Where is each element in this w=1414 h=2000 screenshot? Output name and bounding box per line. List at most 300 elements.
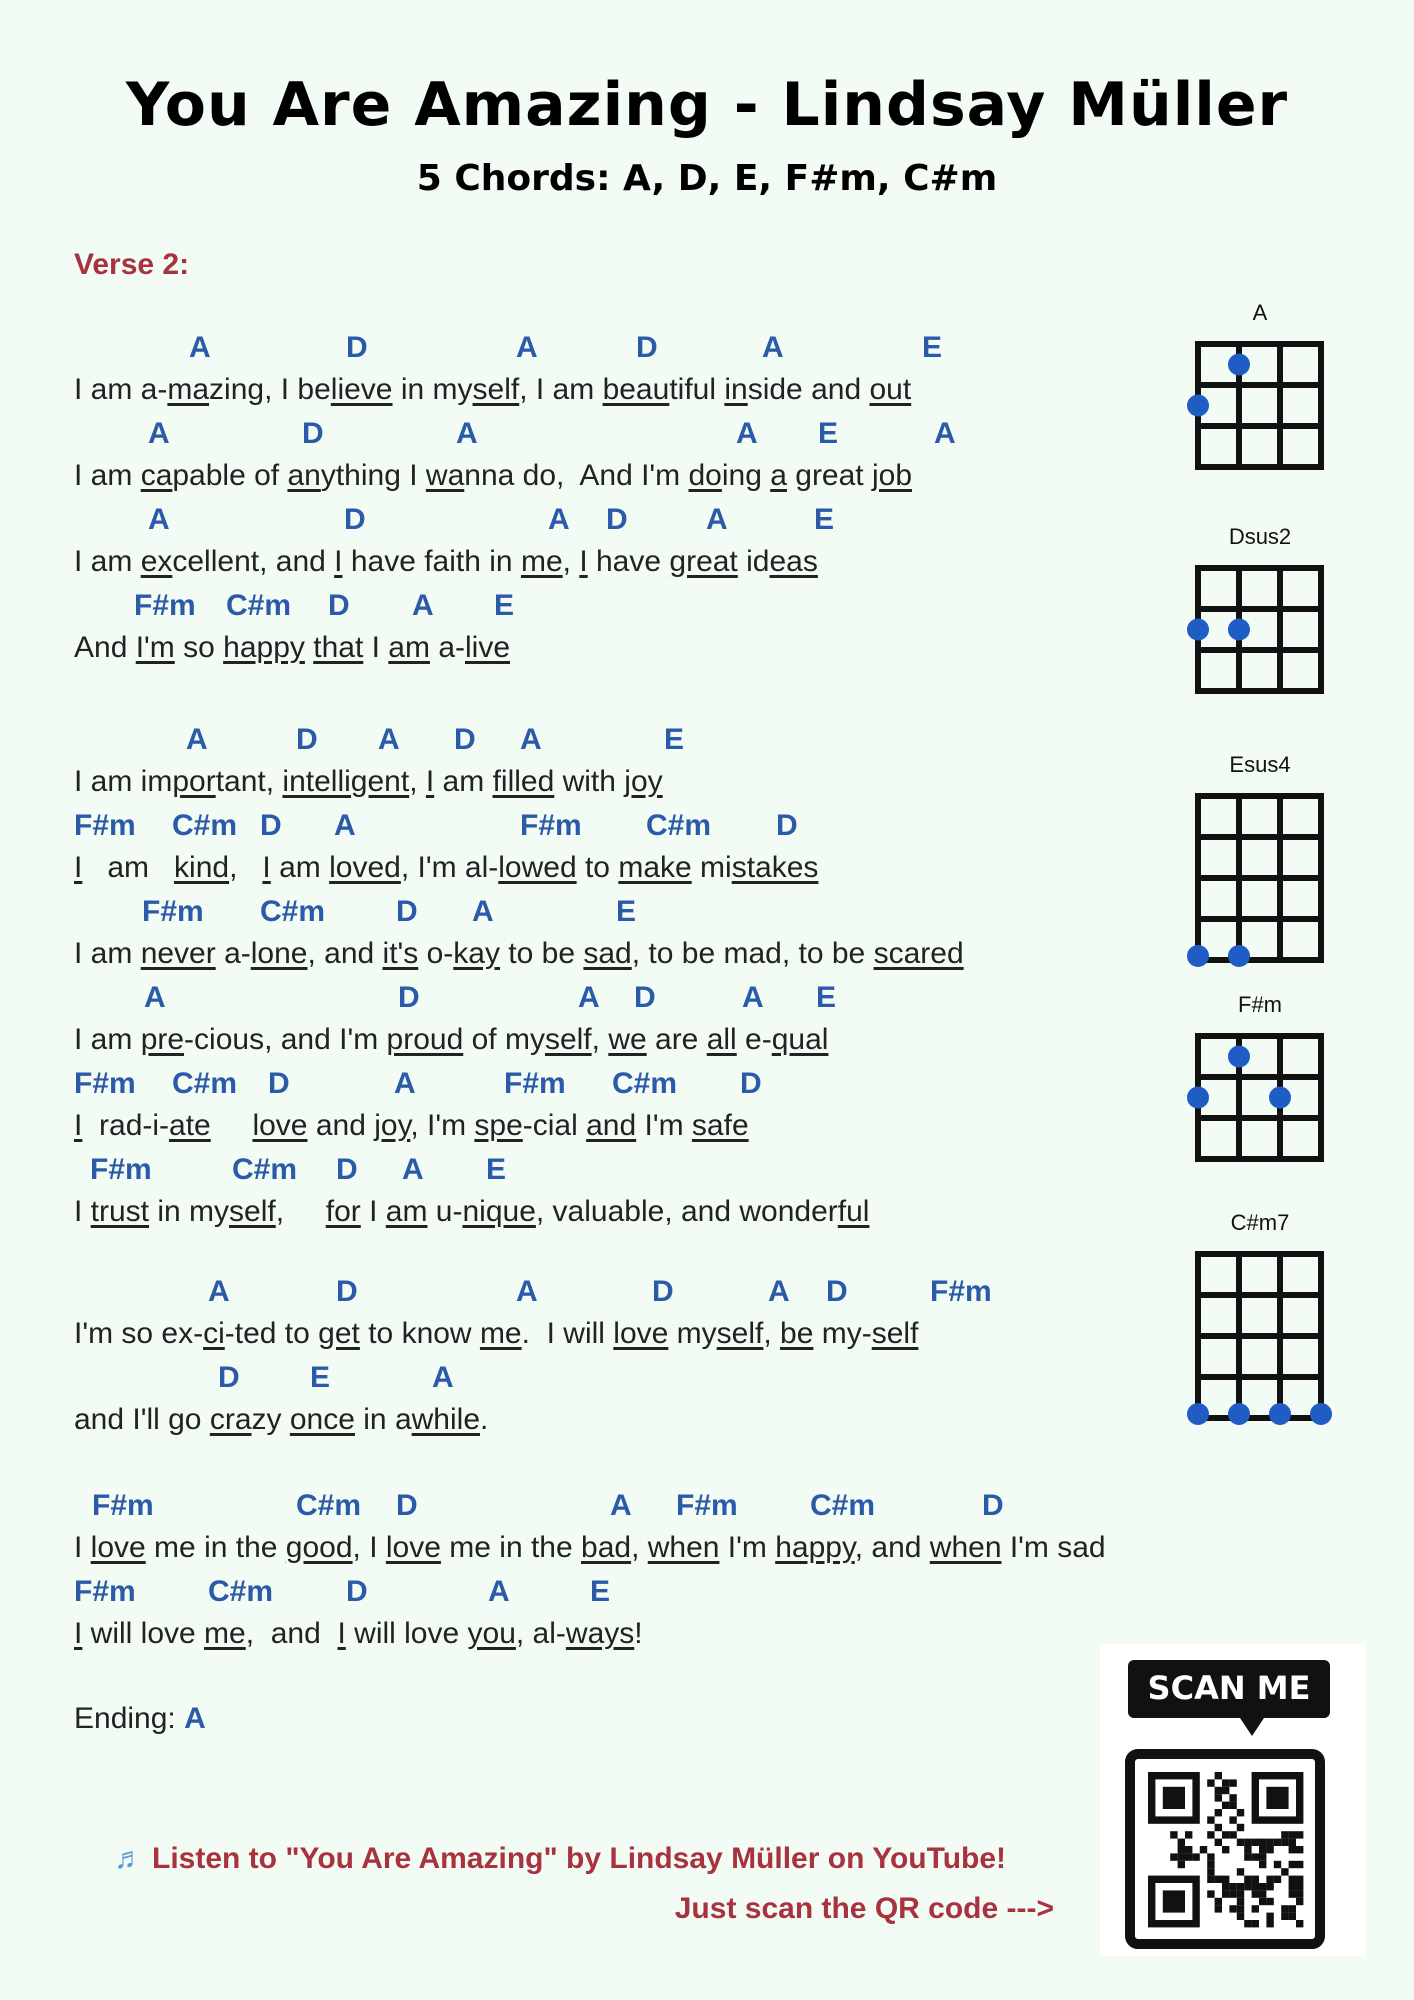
ending-line: [74, 1702, 206, 1736]
lyric-line: [74, 764, 663, 800]
scan-hint: Just scan the QR code --->: [674, 1892, 1054, 1925]
chord-symbol: F#m: [74, 1067, 136, 1100]
stressed-syllable: intelligent: [282, 765, 410, 798]
stressed-syllable: ful: [837, 1195, 870, 1228]
stressed-syllable: me: [520, 545, 563, 578]
chord-symbol: D: [344, 503, 366, 536]
lyric-segment: , I'm: [410, 1109, 475, 1142]
chord-symbol: A: [520, 723, 542, 756]
lyric-segment: mi: [691, 851, 732, 884]
chord-symbol: C#m: [260, 895, 326, 928]
lyric-segment: , valuable, and wonder: [535, 1195, 838, 1228]
chord-symbol: F#m: [504, 1067, 566, 1100]
stressed-syllable: cra: [209, 1403, 252, 1436]
lyric-segment: ,: [229, 851, 263, 884]
lyric-segment: , and: [854, 1531, 930, 1564]
stressed-syllable: lowed: [498, 851, 577, 884]
chord-symbol: A: [432, 1361, 454, 1394]
finger-dot: [1310, 1403, 1332, 1425]
stressed-syllable: joy: [624, 765, 663, 798]
lyric-segment: , I: [352, 1531, 386, 1564]
lyric-segment: zy: [251, 1403, 290, 1436]
lyric-segment: and: [307, 1109, 375, 1142]
finger-dot: [1187, 395, 1209, 417]
lyric-segment: , al-: [515, 1617, 566, 1650]
ending-label: Ending:: [74, 1702, 185, 1735]
stressed-syllable: proud: [386, 1023, 464, 1056]
chord-symbol: A: [148, 417, 170, 450]
chord-symbol: D: [982, 1489, 1004, 1522]
lyric-segment: I: [363, 631, 389, 664]
chord-symbol: A: [516, 1275, 538, 1308]
chord-symbol: F#m: [90, 1153, 152, 1186]
stressed-syllable: all: [706, 1023, 737, 1056]
stressed-syllable: love: [90, 1531, 146, 1564]
stressed-syllable: pre: [140, 1023, 185, 1056]
section-label: Verse 2:: [74, 248, 190, 281]
chord-symbol: A: [334, 809, 356, 842]
chord-symbol: A: [706, 503, 728, 536]
lyric-segment: and I'll go: [74, 1403, 210, 1436]
chord-symbol: A: [742, 981, 764, 1014]
lyric-line: [74, 850, 818, 886]
lyric-segment: I am: [74, 459, 141, 492]
finger-dot: [1228, 945, 1250, 967]
finger-dot: [1187, 1403, 1209, 1425]
lyric-line: [74, 1108, 749, 1144]
chord-row: [74, 1574, 1074, 1610]
chord-row: [74, 1360, 1074, 1396]
chord-symbol: E: [486, 1153, 507, 1186]
scan-me-label: SCAN ME: [1147, 1669, 1311, 1707]
stressed-syllable: me: [204, 1617, 246, 1650]
chord-symbol: D: [652, 1275, 674, 1308]
lyric-segment: ,: [409, 765, 426, 798]
chord-diagram-dsus2: [1180, 560, 1340, 713]
lyric-segment: tant,: [215, 765, 283, 798]
lyric-line: [74, 630, 510, 666]
stressed-syllable: you: [467, 1617, 516, 1650]
stressed-syllable: and: [586, 1109, 637, 1142]
lyric-segment: I'm: [636, 1109, 692, 1142]
chord-symbol: D: [296, 723, 318, 756]
stressed-syllable: ma: [167, 373, 210, 406]
chord-row: [74, 588, 1074, 624]
stressed-syllable: wa: [425, 459, 465, 492]
chord-symbol: C#m: [172, 1067, 238, 1100]
stressed-syllable: self: [871, 1317, 919, 1350]
chord-symbol: D: [218, 1361, 240, 1394]
finger-dot: [1187, 1087, 1209, 1109]
stressed-syllable: I: [337, 1617, 346, 1650]
chord-symbol: A: [412, 589, 434, 622]
stressed-syllable: ca: [140, 459, 173, 492]
chord-symbol: D: [396, 895, 418, 928]
chord-symbol: D: [346, 331, 368, 364]
chord-symbol: A: [736, 417, 758, 450]
lyric-segment: , I'm al-: [400, 851, 499, 884]
chord-symbol: F#m: [74, 809, 136, 842]
chord-symbol: A: [578, 981, 600, 1014]
lyric-segment: great: [786, 459, 872, 492]
stressed-syllable: live: [465, 631, 511, 664]
lyric-segment: I am: [74, 545, 141, 578]
lyric-segment: side and: [747, 373, 870, 406]
lyric-line: [74, 544, 818, 580]
lyric-segment: I'm: [719, 1531, 776, 1564]
chord-symbol: A: [402, 1153, 424, 1186]
stressed-syllable: safe: [691, 1109, 749, 1142]
lyric-segment: I am: [74, 1023, 141, 1056]
chord-symbol: D: [336, 1153, 358, 1186]
lyric-line: [74, 1022, 828, 1058]
chord-symbol: A: [934, 417, 956, 450]
lyric-segment: am: [434, 765, 493, 798]
stressed-syllable: happy: [775, 1531, 855, 1564]
lyric-segment: -cious, and I'm: [184, 1023, 387, 1056]
stressed-syllable: make: [618, 851, 692, 884]
chord-symbol: C#m: [296, 1489, 362, 1522]
stressed-syllable: loved: [329, 851, 401, 884]
stressed-syllable: when: [647, 1531, 720, 1564]
chord-row: [74, 1152, 1074, 1188]
qr-code-icon[interactable]: [1100, 1644, 1366, 1956]
lyric-segment: , I am: [519, 373, 603, 406]
stressed-syllable: ways: [565, 1617, 635, 1650]
stressed-syllable: filled: [492, 765, 555, 798]
stressed-syllable: me: [479, 1317, 522, 1350]
stressed-syllable: scared: [873, 937, 964, 970]
chord-symbol: D: [302, 417, 324, 450]
chord-symbol: D: [606, 503, 628, 536]
stressed-syllable: am: [388, 631, 430, 664]
stressed-syllable: lieve: [330, 373, 393, 406]
stressed-syllable: sad: [583, 937, 632, 970]
stressed-syllable: I: [74, 1109, 83, 1142]
stressed-syllable: beau: [602, 373, 670, 406]
chord-symbol: E: [814, 503, 835, 536]
stressed-syllable: lone: [250, 937, 308, 970]
lyric-line: [74, 458, 912, 494]
stressed-syllable: nique: [462, 1195, 536, 1228]
stressed-syllable: trust: [90, 1195, 150, 1228]
lyric-segment: ,: [763, 1317, 781, 1350]
stressed-syllable: eas: [769, 545, 818, 578]
chord-symbol: D: [776, 809, 798, 842]
lyric-segment: me in the: [440, 1531, 582, 1564]
lyric-segment: I am: [74, 937, 141, 970]
chord-symbol: A: [768, 1275, 790, 1308]
lyric-segment: And: [74, 631, 136, 664]
stressed-syllable: joy: [374, 1109, 411, 1142]
lyric-segment: am: [82, 851, 175, 884]
chord-symbol: D: [636, 331, 658, 364]
lyric-segment: I: [74, 1195, 91, 1228]
chord-diagram-fsharpm: [1180, 1028, 1340, 1181]
finger-dot: [1187, 619, 1209, 641]
chord-diagram-name: F#m: [1238, 992, 1282, 1017]
stressed-syllable: I: [74, 1617, 83, 1650]
stressed-syllable: kind: [174, 851, 230, 884]
chord-symbol: A: [148, 503, 170, 536]
lyric-segment: -cial: [522, 1109, 587, 1142]
stressed-syllable: ate: [169, 1109, 211, 1142]
chord-symbol: D: [268, 1067, 290, 1100]
stressed-syllable: bad: [581, 1531, 632, 1564]
stressed-syllable: self: [544, 1023, 592, 1056]
lyric-segment: I'm sad: [1001, 1531, 1106, 1564]
stressed-syllable: job: [871, 459, 913, 492]
lyric-segment: I am a-: [74, 373, 168, 406]
stressed-syllable: in: [724, 373, 748, 406]
qr-card[interactable]: [1100, 1644, 1366, 1956]
lyric-segment: ,: [631, 1531, 648, 1564]
finger-dot: [1228, 354, 1250, 376]
chord-symbol: F#m: [74, 1575, 136, 1608]
stressed-syllable: for: [325, 1195, 361, 1228]
chord-symbol: D: [328, 589, 350, 622]
stressed-syllable: be: [780, 1317, 814, 1350]
chord-symbol: D: [346, 1575, 368, 1608]
finger-dot: [1187, 945, 1209, 967]
chord-symbol: A: [189, 331, 211, 364]
lyric-segment: will love: [82, 1617, 205, 1650]
chord-symbol: A: [394, 1067, 416, 1100]
chord-symbol: F#m: [134, 589, 196, 622]
chord-symbol: E: [310, 1361, 331, 1394]
finger-dot: [1228, 1403, 1250, 1425]
stressed-syllable: we: [608, 1023, 647, 1056]
chord-symbol: F#m: [930, 1275, 992, 1308]
chord-row: [74, 1488, 1074, 1524]
lyric-segment: me in the: [145, 1531, 286, 1564]
music-notes-icon: ♬: [114, 1842, 144, 1875]
chord-symbol: F#m: [520, 809, 582, 842]
stressed-syllable: get: [318, 1317, 360, 1350]
lyric-segment: I am im: [74, 765, 173, 798]
chord-symbol: A: [610, 1489, 632, 1522]
listen-callout: [114, 1842, 1006, 1876]
chord-symbol: D: [454, 723, 476, 756]
chord-row: [74, 1066, 1074, 1102]
chord-row: [74, 722, 1074, 758]
chord-symbol: E: [922, 331, 943, 364]
stressed-syllable: self: [472, 373, 520, 406]
chord-symbol: E: [818, 417, 839, 450]
lyric-segment: , and: [307, 937, 383, 970]
stressed-syllable: happy: [223, 631, 305, 664]
lyric-segment: with: [554, 765, 625, 798]
chord-symbol: D: [740, 1067, 762, 1100]
lyric-segment: are: [646, 1023, 707, 1056]
stressed-syllable: stakes: [731, 851, 819, 884]
chord-symbol: A: [378, 723, 400, 756]
chord-symbol: F#m: [92, 1489, 154, 1522]
stressed-syllable: spe: [474, 1109, 523, 1142]
listen-text: Listen to "You Are Amazing" by Lindsay Müller on YouTube!: [152, 1842, 1007, 1875]
lyric-segment: ,: [591, 1023, 609, 1056]
chord-symbol: C#m: [646, 809, 712, 842]
chord-diagram-esus4: [1180, 788, 1340, 982]
chord-diagram-name: C#m7: [1230, 1210, 1290, 1235]
chord-symbol: A: [144, 981, 166, 1014]
lyric-segment: u-: [427, 1195, 463, 1228]
chord-symbol: A: [456, 417, 478, 450]
lyric-segment: zing, I be: [209, 373, 331, 406]
lyric-segment: !: [634, 1617, 643, 1650]
chord-symbol: D: [396, 1489, 418, 1522]
finger-dot: [1228, 619, 1250, 641]
lyric-segment: have faith in: [342, 545, 521, 578]
song-title: You Are Amazing - Lindsay Müller: [125, 70, 1289, 140]
stressed-syllable: I: [579, 545, 588, 578]
stressed-syllable: self: [716, 1317, 764, 1350]
chord-symbol: C#m: [208, 1575, 274, 1608]
lyric-segment: o-: [418, 937, 454, 970]
lyric-segment: [305, 631, 313, 664]
lyric-segment: will love: [345, 1617, 468, 1650]
lyric-segment: in my: [149, 1195, 230, 1228]
chord-symbol: A: [516, 331, 538, 364]
lyric-segment: my-: [813, 1317, 872, 1350]
stressed-syllable: that: [313, 631, 364, 664]
finger-dot: [1269, 1403, 1291, 1425]
lyric-segment: to be: [499, 937, 584, 970]
chord-summary: 5 Chords: A, D, E, F#m, C#m: [416, 158, 998, 199]
lyric-segment: in my: [392, 373, 473, 406]
lyric-segment: to know: [359, 1317, 480, 1350]
chord-symbol: A: [472, 895, 494, 928]
lyric-segment: e-: [736, 1023, 772, 1056]
stressed-syllable: love: [385, 1531, 441, 1564]
chord-row: [74, 330, 1074, 366]
chord-diagram-a: [1180, 336, 1340, 489]
chord-symbol: C#m: [810, 1489, 876, 1522]
lyric-segment: I: [360, 1195, 386, 1228]
chord-symbol: A: [488, 1575, 510, 1608]
stressed-syllable: I: [262, 851, 271, 884]
lyric-segment: my: [668, 1317, 717, 1350]
chord-symbol: A: [208, 1275, 230, 1308]
chord-diagram-name: Dsus2: [1228, 524, 1292, 549]
stressed-syllable: do: [688, 459, 722, 492]
chord-symbol: C#m: [226, 589, 292, 622]
chord-row: [74, 416, 1074, 452]
stressed-syllable: ci: [203, 1317, 225, 1350]
chord-row: [74, 980, 1074, 1016]
chord-symbol: E: [816, 981, 837, 1014]
chord-symbol: A: [762, 331, 784, 364]
stressed-syllable: a: [770, 459, 787, 492]
chord-row: [74, 502, 1074, 538]
chord-symbol: E: [664, 723, 685, 756]
chord-symbol: A: [186, 723, 208, 756]
lyric-segment: in a: [354, 1403, 412, 1436]
lyric-segment: a-: [215, 937, 251, 970]
stressed-syllable: never: [140, 937, 216, 970]
lyric-segment: rad-i-: [82, 1109, 170, 1142]
lyric-segment: a-: [429, 631, 465, 664]
lyric-segment: .: [480, 1403, 489, 1436]
chord-symbol: E: [616, 895, 637, 928]
lyric-segment: have: [587, 545, 670, 578]
chord-symbol: C#m: [232, 1153, 298, 1186]
chord-diagram-name: Esus4: [1229, 752, 1291, 777]
stressed-syllable: self: [229, 1195, 276, 1228]
chord-symbol: D: [398, 981, 420, 1014]
lyric-segment: cellent, and: [172, 545, 335, 578]
lyric-line: [74, 1530, 1106, 1566]
stressed-syllable: good: [285, 1531, 353, 1564]
lyric-line: [74, 372, 911, 408]
lyric-segment: I: [74, 1531, 91, 1564]
stressed-syllable: I'm: [135, 631, 175, 664]
lyric-segment: , to be mad, to be: [631, 937, 874, 970]
lyric-segment: ing: [721, 459, 771, 492]
chord-diagram-csharpm7: [1180, 1246, 1340, 1440]
chord-symbol: D: [826, 1275, 848, 1308]
chord-row: [74, 808, 1074, 844]
chord-symbol: D: [634, 981, 656, 1014]
lyric-segment: [211, 1109, 253, 1142]
lyric-line: [74, 1402, 488, 1438]
stressed-syllable: while: [411, 1403, 481, 1436]
chord-symbol: D: [260, 809, 282, 842]
lyric-segment: . I will: [521, 1317, 614, 1350]
stressed-syllable: I: [74, 851, 83, 884]
lyric-segment: ,: [275, 1195, 326, 1228]
lyric-line: [74, 936, 964, 972]
lyric-segment: , and: [245, 1617, 338, 1650]
stressed-syllable: am: [385, 1195, 428, 1228]
chord-symbol: F#m: [142, 895, 204, 928]
ending-chord: A: [184, 1702, 206, 1735]
stressed-syllable: ex: [140, 545, 173, 578]
lyric-segment: to: [576, 851, 619, 884]
chord-symbol: A: [548, 503, 570, 536]
chord-symbol: E: [590, 1575, 611, 1608]
chord-symbol: F#m: [676, 1489, 738, 1522]
lyric-segment: of my: [463, 1023, 545, 1056]
lyric-segment: -ted to: [224, 1317, 319, 1350]
lyric-segment: ,: [562, 545, 580, 578]
stressed-syllable: I: [425, 765, 435, 798]
stressed-syllable: great: [669, 545, 738, 578]
lyric-segment: nna do, And I'm: [464, 459, 689, 492]
chord-symbol: D: [336, 1275, 358, 1308]
lyric-segment: I'm so ex-: [74, 1317, 204, 1350]
lyric-line: [74, 1194, 869, 1230]
stressed-syllable: it's: [382, 937, 419, 970]
lyric-line: [74, 1616, 643, 1652]
lyric-segment: pable of: [172, 459, 288, 492]
stressed-syllable: love: [252, 1109, 308, 1142]
stressed-syllable: an: [287, 459, 321, 492]
finger-dot: [1228, 1046, 1250, 1068]
chord-symbol: C#m: [612, 1067, 678, 1100]
stressed-syllable: love: [613, 1317, 669, 1350]
chord-diagram-name: A: [1252, 300, 1268, 325]
stressed-syllable: por: [172, 765, 216, 798]
lyric-segment: am: [270, 851, 330, 884]
stressed-syllable: kay: [453, 937, 500, 970]
lyric-segment: id: [737, 545, 770, 578]
stressed-syllable: when: [929, 1531, 1002, 1564]
lyric-segment: ything I: [320, 459, 426, 492]
stressed-syllable: once: [289, 1403, 355, 1436]
lyric-segment: tiful: [669, 373, 725, 406]
chord-row: [74, 894, 1074, 930]
